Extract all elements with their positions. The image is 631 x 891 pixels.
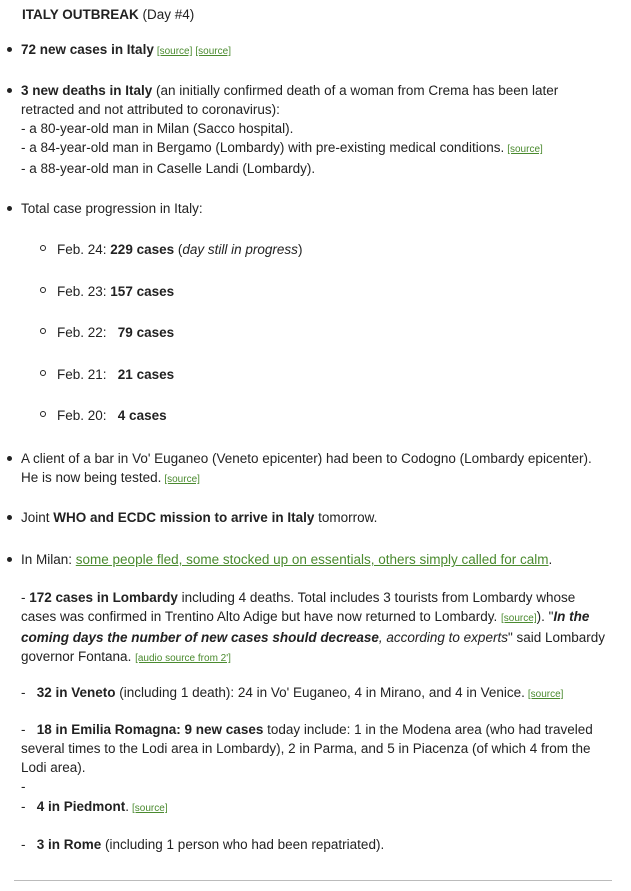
row-cases: 4 cases: [117, 408, 167, 423]
region-emilia-romagna: [21, 720, 611, 796]
progression-row: [57, 282, 174, 301]
row-cases: 229 cases: [110, 242, 175, 257]
row-date: Feb. 20:: [57, 408, 118, 423]
emilia-bold: 18 in Emilia Romagna: 9 new cases: [36, 722, 264, 737]
progression-row: [57, 323, 174, 342]
source-link[interactable]: [source]: [501, 613, 537, 624]
rome-text: (including 1 person who had been repatriated).: [101, 837, 385, 852]
lombardy-text: cases was confirmed in Trentino Alto Adige but have now returned to Lombardy.: [21, 609, 502, 624]
source-link[interactable]: [source]: [132, 803, 168, 814]
bullet-icon: [7, 456, 12, 461]
lombardy-text: governor Fontana.: [21, 649, 136, 664]
row-date: Feb. 21:: [57, 367, 118, 382]
piedmont-bold: 4 in Piedmont: [36, 799, 126, 814]
source-link[interactable]: [source]: [527, 689, 564, 700]
new-cases-text: 72 new cases in Italy: [21, 42, 154, 57]
mission-bold: WHO and ECDC mission to arrive in Italy: [53, 510, 315, 525]
dash: -: [21, 799, 37, 814]
circle-bullet-icon: [40, 287, 46, 293]
dash: -: [21, 722, 37, 737]
region-lombardy: [21, 588, 611, 668]
milan-article-link[interactable]: some people fled, some stocked up on essentials, others simply called for calm: [75, 552, 549, 567]
row-note-open: (: [174, 242, 183, 257]
lombardy-quote: In the: [553, 609, 590, 624]
region-piedmont: [21, 797, 611, 818]
bullet-icon: [7, 206, 12, 211]
lombardy-bold: 172 cases in Lombardy: [29, 590, 178, 605]
lombardy-quote: , according to experts: [378, 630, 508, 645]
title-day: (Day #4): [138, 7, 195, 22]
rome-bold: 3 in Rome: [36, 837, 102, 852]
source-link[interactable]: [source]: [195, 46, 231, 57]
death-entry: - a 80-year-old man in Milan (Sacco hospital).: [21, 121, 294, 136]
row-note-close: ): [297, 242, 303, 257]
lombardy-text: ). ": [536, 609, 554, 624]
progression-row: [57, 406, 167, 425]
row-date: Feb. 23:: [57, 284, 111, 299]
mission-post: tomorrow.: [314, 510, 378, 525]
emilia-text: today include: 1 in the Modena area (who had traveled: [263, 722, 593, 737]
mission-pre: Joint: [21, 510, 54, 525]
deaths-line: retracted and not attributed to coronavirus):: [21, 102, 280, 117]
bar-client-line: A client of a bar in Vo' Euganeo (Veneto epicenter) had been to Codogno (Lombardy epicenter).: [21, 451, 592, 466]
row-date: Feb. 24:: [57, 242, 111, 257]
bullet-icon: [7, 515, 12, 520]
region-veneto: [21, 683, 611, 704]
page-title: [22, 5, 194, 24]
circle-bullet-icon: [40, 328, 46, 334]
deaths-bold: 3 new deaths in Italy: [21, 83, 153, 98]
circle-bullet-icon: [40, 411, 46, 417]
item-milan: [21, 550, 611, 569]
bullet-icon: [7, 557, 12, 562]
item-bar-client: [21, 449, 611, 489]
title-bold: ITALY OUTBREAK: [22, 7, 139, 22]
deaths-text: (an initially confirmed death of a woman from Crema has been later: [152, 83, 559, 98]
circle-bullet-icon: [40, 245, 46, 251]
divider: [14, 880, 612, 881]
lombardy-text: " said Lombardy: [507, 630, 606, 645]
row-cases: 21 cases: [117, 367, 175, 382]
lombardy-text: including 4 deaths. Total includes 3 tourists from Lombardy whose: [177, 590, 576, 605]
row-date: Feb. 22:: [57, 325, 118, 340]
dash: -: [21, 837, 37, 852]
source-link[interactable]: [source]: [156, 46, 193, 57]
veneto-bold: 32 in Veneto: [36, 685, 116, 700]
bullet-icon: [7, 88, 12, 93]
death-entry: - a 84-year-old man in Bergamo (Lombardy) with pre-existing medical conditions.: [21, 140, 505, 155]
row-cases: 79 cases: [117, 325, 175, 340]
emilia-text: Lodi area).: [21, 760, 86, 775]
source-link[interactable]: [source]: [507, 144, 543, 155]
veneto-text: (including 1 death): 24 in Vo' Euganeo, 4 in Mirano, and 4 in Venice.: [115, 685, 525, 700]
item-mission: [21, 508, 611, 527]
item-new-cases: [21, 40, 611, 61]
source-link[interactable]: [source]: [164, 474, 200, 485]
row-note: day still in progress: [182, 242, 298, 257]
item-deaths: [21, 81, 611, 178]
progression-row: [57, 365, 174, 384]
bullet-icon: [7, 47, 12, 52]
milan-post: .: [548, 552, 553, 567]
progression-heading: Total case progression in Italy:: [21, 201, 203, 216]
region-rome: [21, 835, 611, 854]
lombardy-quote: coming days the number of new cases should decrease: [21, 630, 379, 645]
row-cases: 157 cases: [110, 284, 175, 299]
circle-bullet-icon: [40, 370, 46, 376]
progression-row: [57, 240, 302, 259]
emilia-text: several times to the Lodi area in Lombardy), 2 in Parma, and 5 in Piacenza (of which 4 from the: [21, 741, 591, 756]
dash: -: [21, 779, 26, 794]
audio-source-link[interactable]: [audio source from 2']: [135, 653, 231, 664]
milan-pre: In Milan:: [21, 552, 76, 567]
dash: -: [21, 685, 37, 700]
bar-client-line: He is now being tested.: [21, 470, 162, 485]
piedmont-text: .: [125, 799, 130, 814]
dash: -: [21, 590, 30, 605]
death-entry: - a 88-year-old man in Caselle Landi (Lombardy).: [21, 161, 316, 176]
